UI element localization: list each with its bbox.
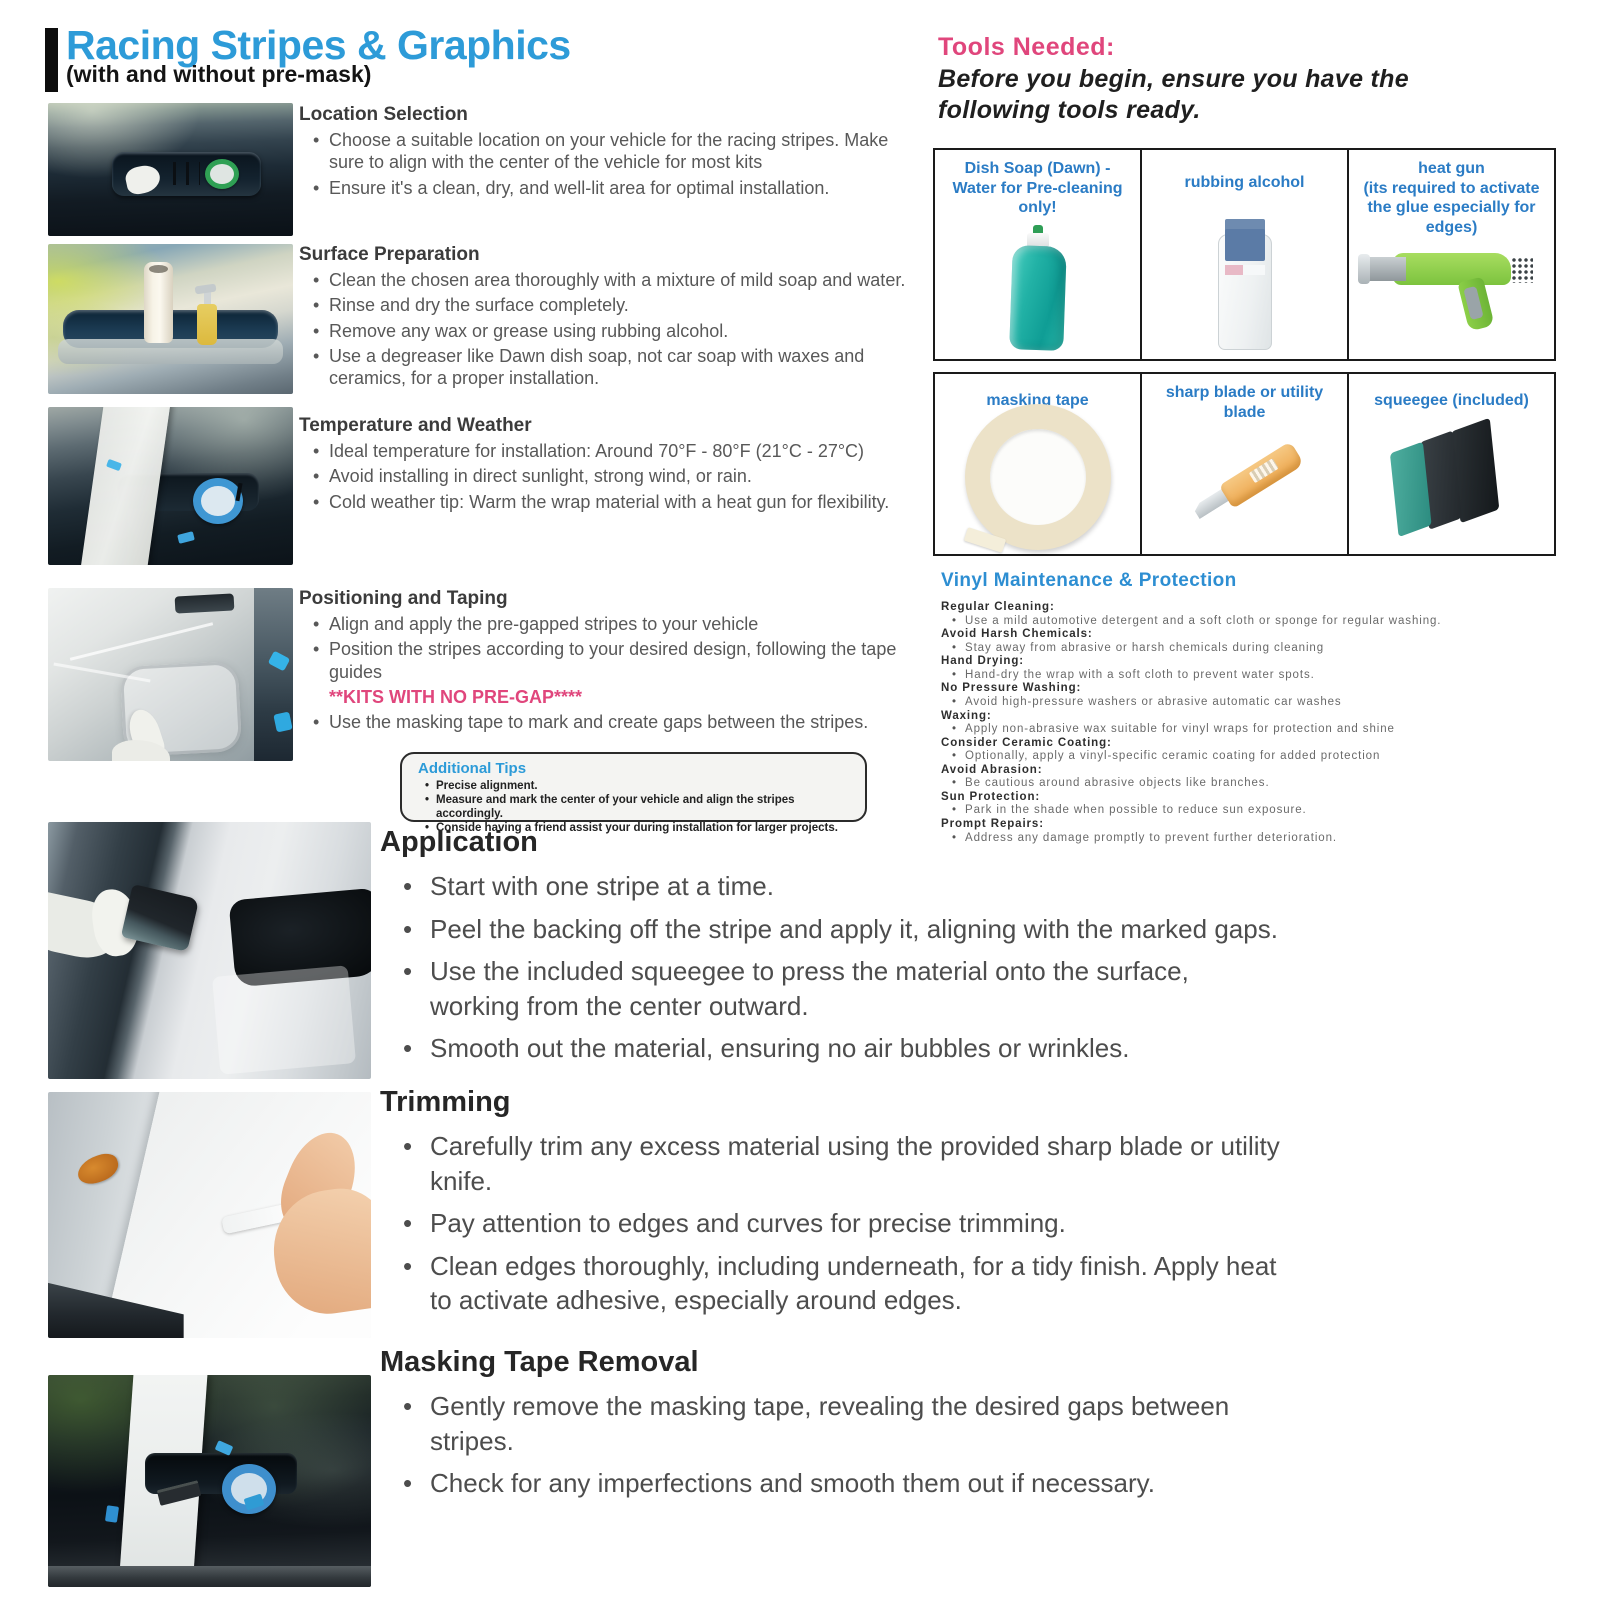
photo-positioning-taping	[48, 588, 293, 761]
dish-soap-bottle-icon	[942, 218, 1133, 354]
maintenance-label: Hand Drying:	[941, 655, 1024, 668]
hood-edge-shape	[254, 588, 293, 761]
maintenance-text: • Be cautious around abrasive objects like branches.	[941, 777, 1559, 791]
page-subtitle: (with and without pre-mask)	[66, 61, 372, 87]
step-bullet: • Ensure it's a clean, dry, and well-lit area for optimal installation.	[329, 177, 927, 199]
tape-piece-shape	[105, 1506, 119, 1524]
photo-surface-preparation	[48, 244, 293, 394]
soap-bottle-shape	[1009, 245, 1067, 351]
maintenance-text: • Stay away from abrasive or harsh chemicals during cleaning	[941, 642, 1559, 656]
maintenance-text: • Optionally, apply a vinyl-specific ceramic coating for added protection	[941, 750, 1559, 764]
spray-trigger-shape	[195, 283, 217, 293]
step-bullet: • Cold weather tip: Warm the wrap material with a heat gun for flexibility.	[329, 491, 927, 513]
maintenance-text: • Hand-dry the wrap with a soft cloth to prevent water spots.	[941, 669, 1559, 683]
step-temperature-weather	[299, 415, 927, 516]
heat-gun-body-shape	[1393, 253, 1511, 285]
vinyl-sheet-shape	[80, 407, 171, 565]
tool-card-rubbing-alcohol	[1142, 148, 1349, 361]
tools-intro: Before you begin, ensure you have the following tools ready.	[938, 65, 1409, 125]
squeegee-icon	[1356, 411, 1547, 549]
small-tools-shape	[173, 162, 200, 186]
tools-grid-row-2	[933, 372, 1556, 556]
section-bullet: • Gently remove the masking tape, revealing the desired gaps between stripes.	[430, 1389, 1285, 1458]
step-location-selection	[299, 104, 927, 202]
paper-towel-shape	[144, 262, 173, 343]
squeegee-shape	[1387, 421, 1515, 539]
step-bullet: • Align and apply the pre-gapped stripes to your vehicle	[329, 613, 927, 635]
blue-tape-roll-shape	[193, 478, 243, 524]
maintenance-label: Avoid Harsh Chemicals:	[941, 628, 1093, 641]
premask-sheen-shape	[212, 965, 356, 1074]
section-bullet: • Check for any imperfections and smooth them out if necessary.	[430, 1466, 1285, 1501]
section-heading: Trimming	[380, 1086, 511, 1118]
green-tape-roll-shape	[205, 159, 239, 189]
tool-card-dish-soap	[933, 148, 1142, 361]
utility-knife-icon	[1149, 422, 1340, 549]
tool-label: squeegee (included)	[1374, 392, 1529, 409]
section-bullet: • Use the included squeegee to press the material onto the surface, working from the center outward.	[430, 954, 1285, 1023]
maintenance-label: No Pressure Washing:	[941, 682, 1082, 695]
page-title: Racing Stripes & Graphics	[66, 22, 571, 68]
tools-needed-heading: Tools Needed:	[938, 33, 1115, 61]
tools-grid-row-1	[933, 148, 1556, 361]
step-surface-preparation	[299, 244, 927, 393]
section-bullet: • Clean edges thoroughly, including underneath, for a tidy finish. Apply heat to activate adhesive, especially around edges.	[430, 1249, 1285, 1318]
leaf-shape	[74, 1150, 122, 1188]
tool-card-utility-blade	[1142, 372, 1349, 556]
maintenance-label: Consider Ceramic Coating:	[941, 736, 1112, 749]
additional-tips-box	[400, 752, 867, 835]
vinyl-fold-shape	[69, 622, 212, 660]
maintenance-label: Regular Cleaning:	[941, 601, 1055, 613]
maintenance-label: Waxing:	[941, 709, 992, 722]
step-bullet: • Ideal temperature for installation: Around 70°F - 80°F (21°C - 27°C)	[329, 440, 927, 462]
no-pregap-note: **KITS WITH NO PRE-GAP****	[329, 686, 583, 707]
photo-location-selection	[48, 103, 293, 236]
step-bullet: • Position the stripes according to your desired design, following the tape guides	[329, 638, 927, 683]
section-bullet: • Start with one stripe at a time.	[430, 869, 1285, 904]
photo-trimming	[48, 1092, 371, 1338]
section-bullet: • Peel the backing off the stripe and apply it, aligning with the marked gaps.	[430, 912, 1285, 947]
step-positioning-taping	[299, 588, 927, 737]
heat-gun-vents-shape	[1511, 257, 1533, 283]
maintenance-text: • Park in the shade when possible to reduce sun exposure.	[941, 804, 1559, 818]
heat-gun-nozzle-shape	[1366, 257, 1406, 281]
vinyl-maintenance-section	[941, 570, 1559, 845]
tip-bullet: • Measure and mark the center of your vehicle and align the stripes accordingly.	[436, 793, 855, 821]
squeegee-shape	[175, 593, 235, 613]
maintenance-text: • Avoid high-pressure washers or abrasive automatic car washes	[941, 696, 1559, 710]
spray-bottle-shape	[197, 304, 217, 345]
tip-bullet: • Conside having a friend assist your during installation for larger projects.	[436, 821, 855, 835]
tape-piece-shape	[177, 532, 195, 545]
section-masking-tape-removal	[380, 1346, 1285, 1509]
step-heading: Temperature and Weather	[299, 415, 532, 436]
vinyl-maintenance-heading: Vinyl Maintenance & Protection	[941, 570, 1237, 591]
maintenance-text: • Apply non-abrasive wax suitable for vinyl wraps for protection and shine	[941, 723, 1559, 737]
step-bullet: • Use a degreaser like Dawn dish soap, not car soap with waxes and ceramics, for a proper installation.	[329, 345, 927, 390]
step-heading: Location Selection	[299, 104, 468, 125]
step-bullet: • Rinse and dry the surface completely.	[329, 294, 927, 316]
step-heading: Surface Preparation	[299, 244, 480, 265]
maintenance-text: • Address any damage promptly to prevent further deterioration.	[941, 832, 1559, 846]
step-bullet: • Avoid installing in direct sunlight, strong wind, or rain.	[329, 465, 927, 487]
photo-application	[48, 822, 371, 1079]
photo-temperature-weather	[48, 407, 293, 565]
step-heading: Positioning and Taping	[299, 588, 508, 609]
tool-card-masking-tape	[933, 372, 1142, 556]
tool-card-heat-gun	[1349, 148, 1556, 361]
section-bullet: • Pay attention to edges and curves for precise trimming.	[430, 1206, 1285, 1241]
step-bullet: • Choose a suitable location on your vehicle for the racing stripes. Make sure to align with the center of the vehicle for most kits	[329, 129, 927, 174]
section-trimming	[380, 1086, 1285, 1326]
tip-bullet: • Precise alignment.	[436, 779, 855, 793]
utility-knife-shape	[1181, 435, 1308, 536]
masking-tape-roll-icon	[942, 411, 1133, 549]
tool-label: heat gun	[1418, 160, 1485, 177]
alcohol-label-shape	[1225, 219, 1265, 261]
tape-piece-shape	[273, 711, 292, 732]
tool-label: Dish Soap (Dawn) - Water for Pre-cleaning only!	[952, 160, 1123, 217]
photo-masking-tape-removal	[48, 1375, 371, 1587]
maintenance-text: • Use a mild automotive detergent and a soft cloth or sponge for regular washing.	[941, 615, 1559, 629]
tool-card-squeegee	[1349, 372, 1556, 556]
hood-shelf-shape	[58, 339, 283, 365]
section-bullet: • Smooth out the material, ensuring no air bubbles or wrinkles.	[430, 1031, 1285, 1066]
heat-gun-ring-shape	[1358, 254, 1370, 284]
section-heading: Masking Tape Removal	[380, 1346, 699, 1378]
maintenance-label: Prompt Repairs:	[941, 818, 1044, 830]
step-bullet: • Clean the chosen area thoroughly with a mixture of mild soap and water.	[329, 269, 927, 291]
step-bullet: • Remove any wax or grease using rubbing alcohol.	[329, 320, 927, 342]
rubbing-alcohol-bottle-icon	[1149, 193, 1340, 354]
tool-label: sharp blade or utility blade	[1165, 384, 1324, 421]
tool-label: masking tape	[986, 392, 1089, 409]
step-bullet: • Use the masking tape to mark and create gaps between the stripes.	[329, 711, 927, 733]
tool-label: rubbing alcohol	[1184, 174, 1305, 191]
title-accent-bar	[45, 28, 58, 92]
maintenance-label: Sun Protection:	[941, 790, 1041, 803]
alcohol-label-strip-shape	[1225, 265, 1265, 275]
section-application	[380, 826, 1285, 1074]
section-heading: Application	[380, 826, 538, 858]
tool-sublabel: (its required to activate the glue especially for edges)	[1363, 179, 1540, 236]
bumper-shape	[48, 1566, 371, 1587]
maintenance-label: Avoid Abrasion:	[941, 763, 1043, 776]
section-bullet: • Carefully trim any excess material using the provided sharp blade or utility knife.	[430, 1129, 1285, 1198]
tips-heading: Additional Tips	[418, 760, 527, 777]
heat-gun-icon	[1356, 237, 1547, 354]
